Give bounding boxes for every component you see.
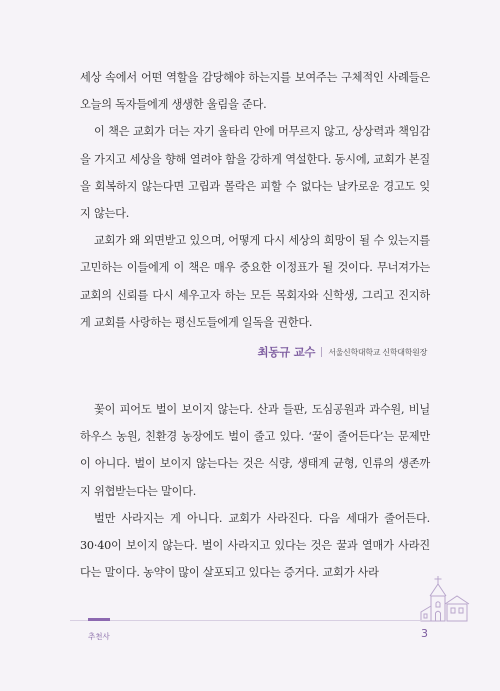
endorser-name: 최동규 교수 bbox=[257, 345, 316, 359]
attribution-divider bbox=[321, 347, 322, 357]
endorser-affiliation: 서울신학대학교 신학대학원장 bbox=[328, 347, 427, 357]
paragraph: 벌만 사라지는 게 아니다. 교회가 사라진다. 다음 세대가 줄어든다. 30·40이 보이지 않는다. 벌이 사라지고 있다는 것은 꿀과 열매가 사라진다는 말이다. 농약이 많이 살포되고 있다는 증거다. 교회가 사라 bbox=[80, 511, 430, 580]
section-label: 추천사 bbox=[88, 632, 110, 641]
paragraph: 세상 속에서 어떤 역할을 감당해야 하는지를 보여주는 구체적인 사례들은 오늘의 독자들에게 생생한 울림을 준다. bbox=[80, 71, 430, 112]
paragraph: 교회가 왜 외면받고 있으며, 어떻게 다시 세상의 희망이 될 수 있는지를 고민하는 이들에게 이 책은 매우 중요한 이정표가 될 것이다. 무너져가는 교회의 신뢰를 다시 세우고자 하는 모든 목회자와 신학생, 그리고 진지하게 교회를 사랑하는 평신도들에게 일독을 권한다. bbox=[80, 234, 430, 329]
paragraph: 이 책은 교회가 더는 자기 울타리 안에 머무르지 않고, 상상력과 책임감을 가지고 세상을 향해 열려야 함을 강하게 역설한다. 동시에, 교회가 본질을 회복하지 않는다면 고립과 몰락은 피할 수 없다는 날카로운 경고도 잊지 않는다. bbox=[80, 125, 430, 221]
endorser-attribution bbox=[257, 344, 427, 360]
paragraph: 꽃이 피어도 벌이 보이지 않는다. 산과 들판, 도심공원과 과수원, 비닐하우스 농원, 친환경 농장에도 벌이 줄고 있다. ‘꿀이 줄어든다’는 문제만이 아니다. 벌이 보이지 않는다는 것은 식량, 생태계 균형, 인류의 생존까지 위협받는다는 말이다. bbox=[80, 403, 430, 498]
footer-accent-bar bbox=[88, 618, 110, 621]
church-outline-icon bbox=[412, 574, 470, 622]
footer-divider bbox=[70, 620, 430, 621]
endorsement-text-second bbox=[80, 396, 430, 586]
endorsement-text bbox=[80, 64, 430, 336]
page-number: 3 bbox=[421, 627, 428, 640]
